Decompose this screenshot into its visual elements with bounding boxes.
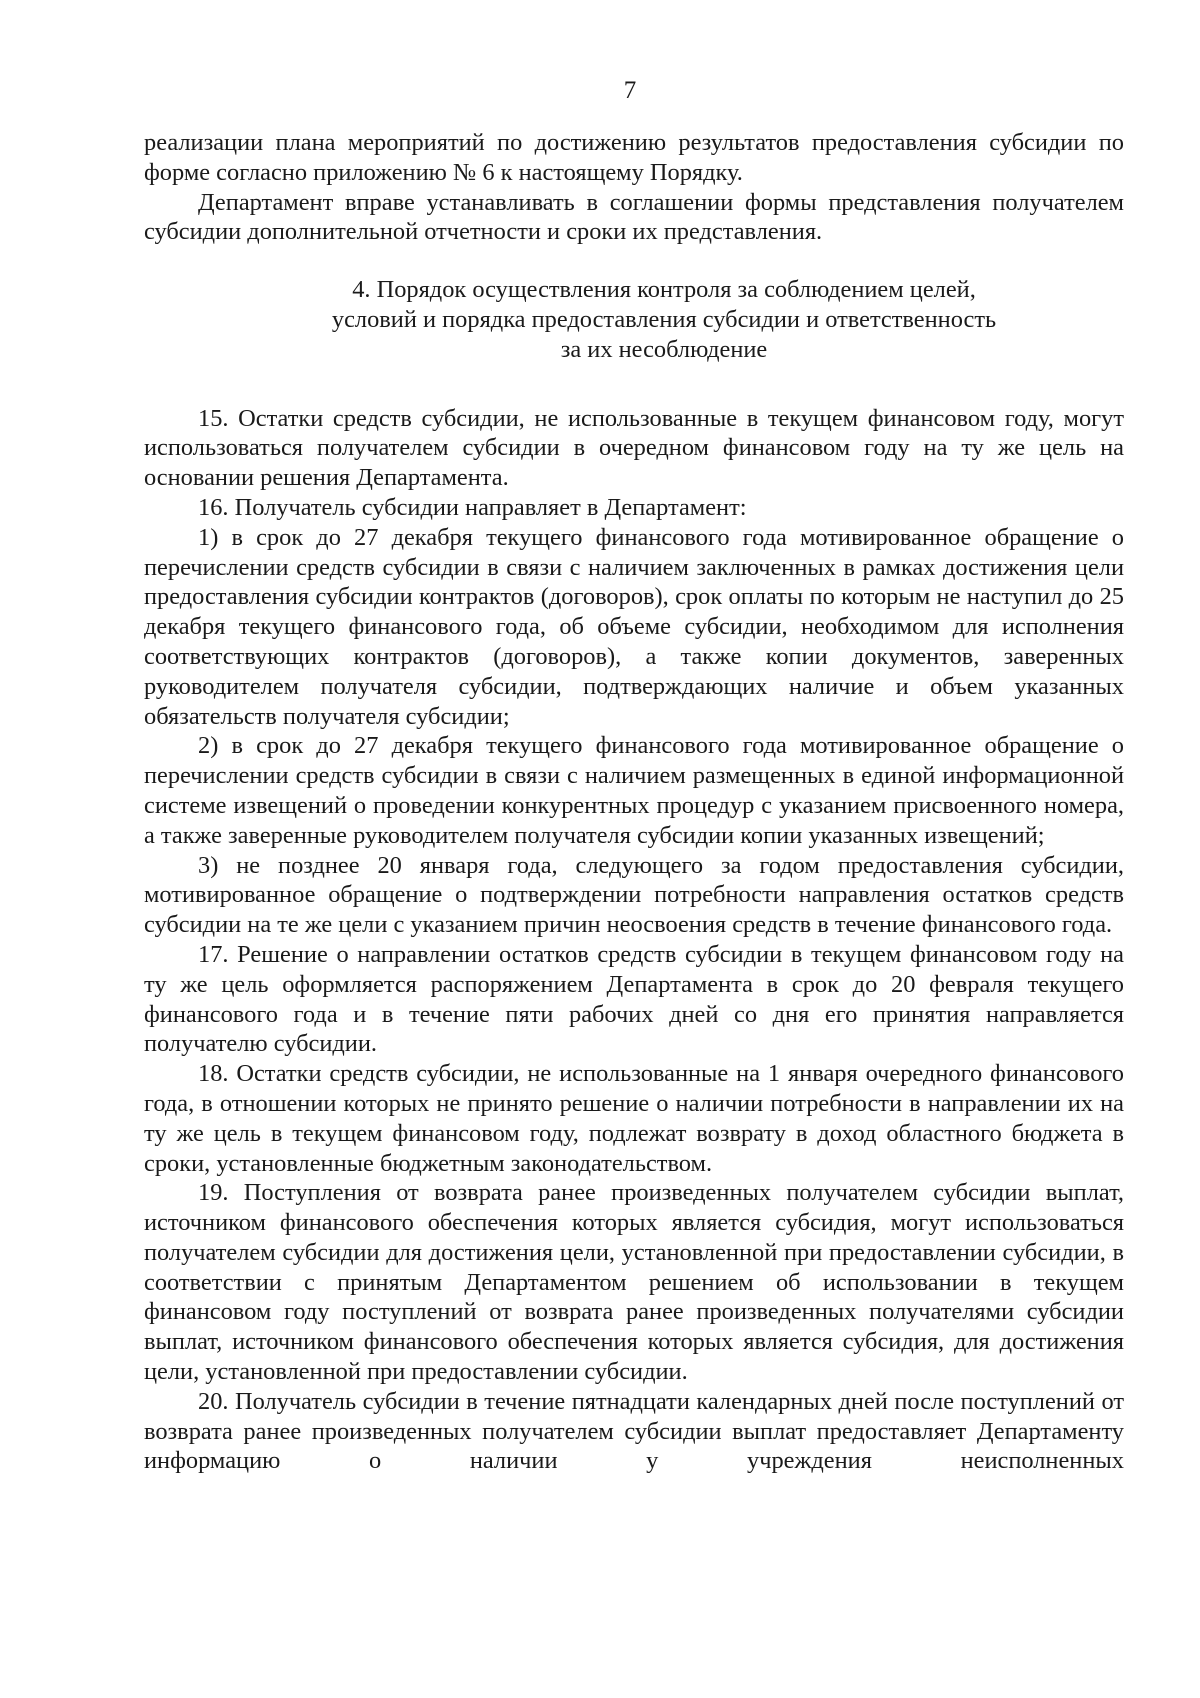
paragraph-18: 18. Остатки средств субсидии, не использованные на 1 января очередного финансового года, в отношении которых не принято решение о наличии потребности в направлении их на ту же цель в текущем финансовом году, подлежат возврату в доход областного бюджета в сроки, установленные бюджетным законодательством. — [144, 1060, 1124, 1177]
paragraph-19: 19. Поступления от возврата ранее произведенных получателем субсидии выплат, источником финансового обеспечения которых является субсидия, могут использоваться получателем субсидии для достижения цели, установленной при предоставлении субсидии, в соответствии с принятым Департаментом решением об использовании в текущем финансовом году поступлений от возврата ранее произведенных получателями субсидии выплат, источником финансового обеспечения которых является субсидия, для достижения цели, установленной при предоставлении субсидии. — [144, 1179, 1124, 1386]
paragraph-16: 16. Получатель субсидии направляет в Департамент: — [198, 493, 747, 521]
paragraph-16-item-2: 2) в срок до 27 декабря текущего финансового года мотивированное обращение о перечислении средств субсидии в связи с наличием размещенных в единой информационной системе извещений о проведении конкурентных процедур с указанием присвоенного номера, а также заверенные руководителем получателя субсидии копии указанных извещений; — [144, 732, 1124, 849]
paragraph-16-item-3: 3) не позднее 20 января года, следующего за годом предоставления субсидии, мотивированное обращение о подтверждении потребности направления остатков средств субсидии на те же цели с указанием причин неосвоения средств в течение финансового года. — [144, 851, 1124, 939]
paragraph-20: 20. Получатель субсидии в течение пятнадцати календарных дней после поступлений от возврата ранее произведенных получателем субсидии выплат предоставляет Департаменту информацию о наличии у учреждения неисполненных — [144, 1387, 1124, 1475]
section-heading-line-3: за их несоблюдение — [560, 335, 768, 363]
section-heading-line-1: 4. Порядок осуществления контроля за соблюдением целей, — [352, 276, 976, 304]
paragraph-17: 17. Решение о направлении остатков средств субсидии в текущем финансовом году на ту же цель оформляется распоряжением Департамента в срок до 20 февраля текущего финансового года и в течение пяти рабочих дней со дня его принятия направляется получателю субсидии. — [144, 940, 1124, 1058]
section-heading-line-2: условий и порядка предоставления субсидии и ответственность — [331, 305, 997, 333]
page-number: 7 — [623, 77, 637, 104]
paragraph-15: 15. Остатки средств субсидии, не использованные в текущем финансовом году, могут использоваться получателем субсидии в очередном финансовом году на ту же цель на основании решения Департамента. — [144, 404, 1124, 492]
paragraph-continuation: реализации плана мероприятий по достижению результатов предоставления субсидии по форме согласно приложению № 6 к настоящему Порядку. — [144, 129, 1124, 186]
document-body — [144, 128, 1124, 1476]
paragraph-16-item-1: 1) в срок до 27 декабря текущего финансового года мотивированное обращение о перечислении средств субсидии в связи с наличием заключенных в рамках достижения цели предоставления субсидии контрактов (договоров), срок оплаты по которым не наступил до 25 декабря текущего финансового года, об объеме субсидии, необходимом для исполнения соответствующих контрактов (договоров), а также копии документов, заверенных руководителем получателя субсидии, подтверждающих наличие и объем указанных обязательств получателя субсидии; — [144, 523, 1124, 730]
paragraph-department-rights: Департамент вправе устанавливать в соглашении формы представления получателем субсидии дополнительной отчетности и сроки их представления. — [144, 188, 1124, 246]
section-heading — [144, 275, 1124, 364]
